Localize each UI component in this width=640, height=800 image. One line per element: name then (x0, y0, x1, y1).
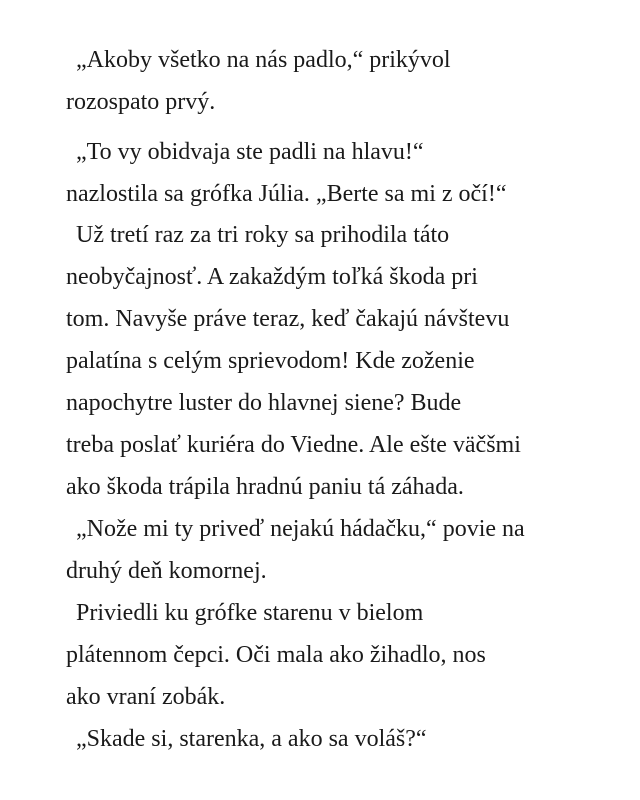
text-line-10: treba poslať kuriéra do Viedne. Ale ešte väčšmi (66, 432, 521, 458)
text-line-12: „Nože mi ty priveď nejakú hádačku,“ povie na (76, 516, 525, 542)
text-line-2: rozospato prvý. (66, 89, 216, 115)
text-line-14: Priviedli ku grófke starenu v bielom (76, 600, 424, 626)
text-line-9: napochytre luster do hlavnej siene? Bude (66, 390, 462, 416)
text-line-8: palatína s celým sprievodom! Kde zoženie (66, 348, 475, 374)
text-line-15: plátennom čepci. Oči mala ako žihadlo, nos (66, 642, 486, 668)
text-line-1: „Akoby všetko na nás padlo,“ prikývol (76, 47, 451, 73)
text-line-4: nazlostila sa grófka Júlia. „Berte sa mi z očí!“ (66, 181, 507, 207)
text-line-7: tom. Navyše práve teraz, keď čakajú návštevu (66, 306, 510, 332)
text-line-16: ako vraní zobák. (66, 684, 226, 710)
text-line-3: „To vy obidvaja ste padli na hlavu!“ (76, 139, 424, 165)
text-line-17: „Skade si, starenka, a ako sa voláš?“ (76, 726, 427, 752)
text-line-6: neobyčajnosť. A zakaždým toľká škoda pri (66, 264, 478, 290)
text-line-11: ako škoda trápila hradnú paniu tá záhada. (66, 474, 464, 500)
text-line-5: Už tretí raz za tri roky sa prihodila táto (76, 222, 450, 248)
text-line-13: druhý deň komornej. (66, 558, 267, 584)
